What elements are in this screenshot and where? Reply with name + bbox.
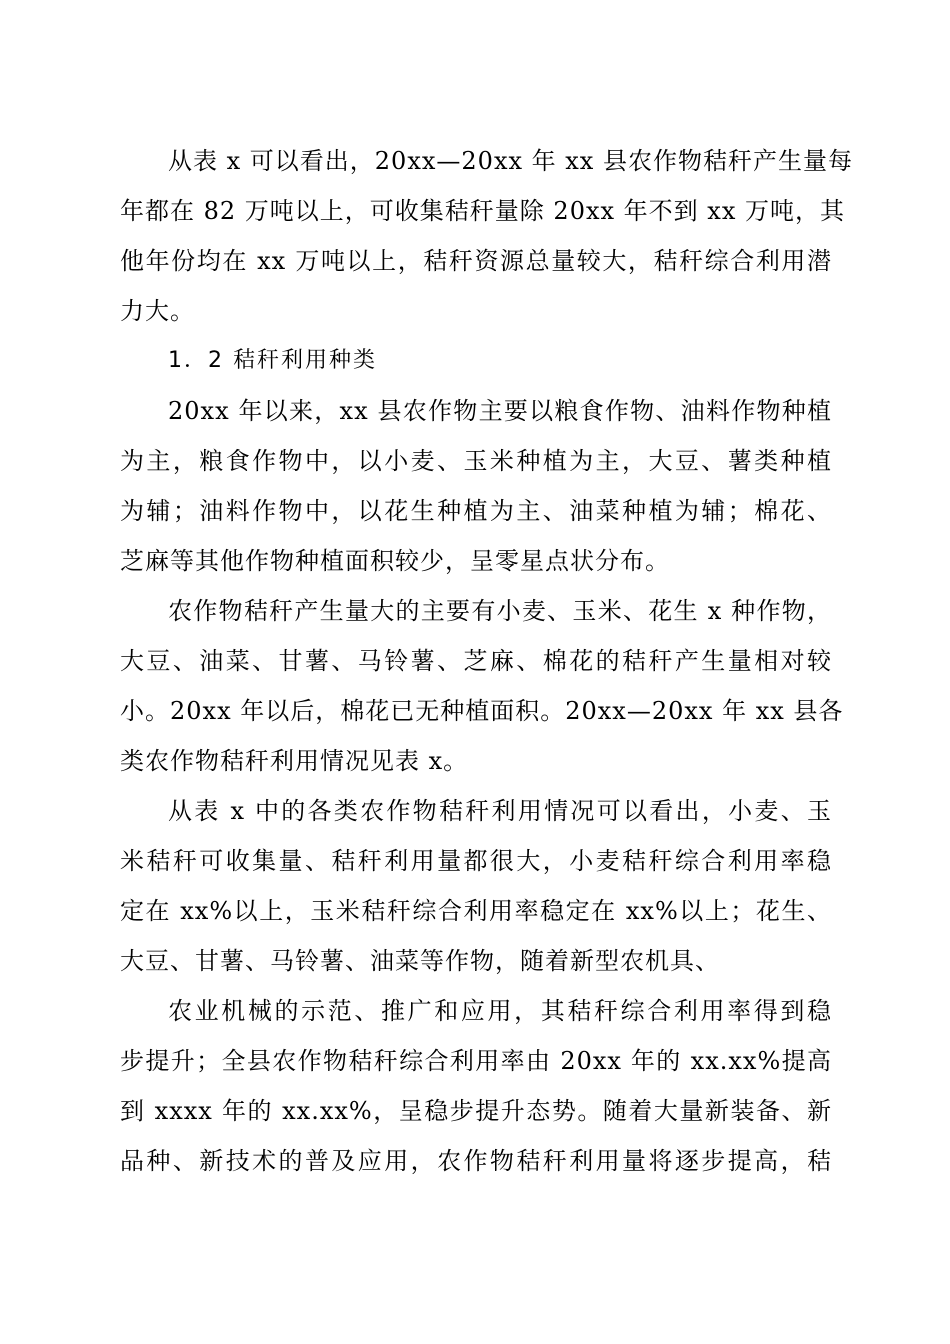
text-line: 类农作物秸秆利用情况见表 x。 — [120, 747, 469, 775]
text-line: 大豆、油菜、甘薯、马铃薯、芝麻、棉花的秸秆产生量相对较 — [120, 647, 832, 675]
text-line: 农业机械的示范、推广和应用，其秸秆综合利用率得到稳 — [168, 997, 832, 1025]
section-heading — [120, 336, 832, 386]
paragraph-3 — [120, 586, 844, 786]
text-line: 农作物秸秆产生量大的主要有小麦、玉米、花生 x 种作物， — [168, 597, 832, 625]
text-line: 米秸秆可收集量、秸秆利用量都很大，小麦秸秆综合利用率稳 — [120, 847, 832, 875]
text-line: 他年份均在 xx 万吨以上，秸秆资源总量较大，秸秆综合利用潜 — [120, 247, 832, 275]
paragraph-5 — [120, 986, 832, 1186]
text-line: 品种、新技术的普及应用，农作物秸秆利用量将逐步提高，秸 — [120, 1147, 832, 1175]
text-line: 从表 x 中的各类农作物秸秆利用情况可以看出，小麦、玉 — [168, 797, 832, 825]
paragraph-4 — [120, 786, 832, 986]
text-line: 年都在 82 万吨以上，可收集秸秆量除 20xx 年不到 xx 万吨，其 — [120, 197, 845, 225]
text-line: 20xx 年以来，xx 县农作物主要以粮食作物、油料作物种植 — [168, 397, 832, 425]
paragraph-1 — [120, 136, 853, 336]
text-line: 定在 xx%以上，玉米秸秆综合利用率稳定在 xx%以上；花生、 — [120, 897, 832, 925]
text-line: 芝麻等其他作物种植面积较少，呈零星点状分布。 — [120, 547, 670, 575]
section-heading-text: 1．2 秸秆利用种类 — [168, 348, 377, 373]
text-line: 到 xxxx 年的 xx.xx%，呈稳步提升态势。随着大量新装备、新 — [120, 1097, 832, 1125]
text-line: 从表 x 可以看出，20xx—20xx 年 xx 县农作物秸秆产生量每 — [168, 147, 853, 175]
text-line: 力大。 — [120, 297, 195, 325]
text-line: 大豆、甘薯、马铃薯、油菜等作物，随着新型农机具、 — [120, 947, 720, 975]
text-line: 为主，粮食作物中，以小麦、玉米种植为主，大豆、薯类种植 — [120, 447, 832, 475]
document-body — [120, 136, 853, 1186]
text-line: 小。20xx 年以后，棉花已无种植面积。20xx—20xx 年 xx 县各 — [120, 697, 844, 725]
paragraph-2 — [120, 386, 832, 586]
text-line: 为辅；油料作物中，以花生种植为主、油菜种植为辅；棉花、 — [120, 497, 832, 525]
text-line: 步提升；全县农作物秸秆综合利用率由 20xx 年的 xx.xx%提高 — [120, 1047, 832, 1075]
